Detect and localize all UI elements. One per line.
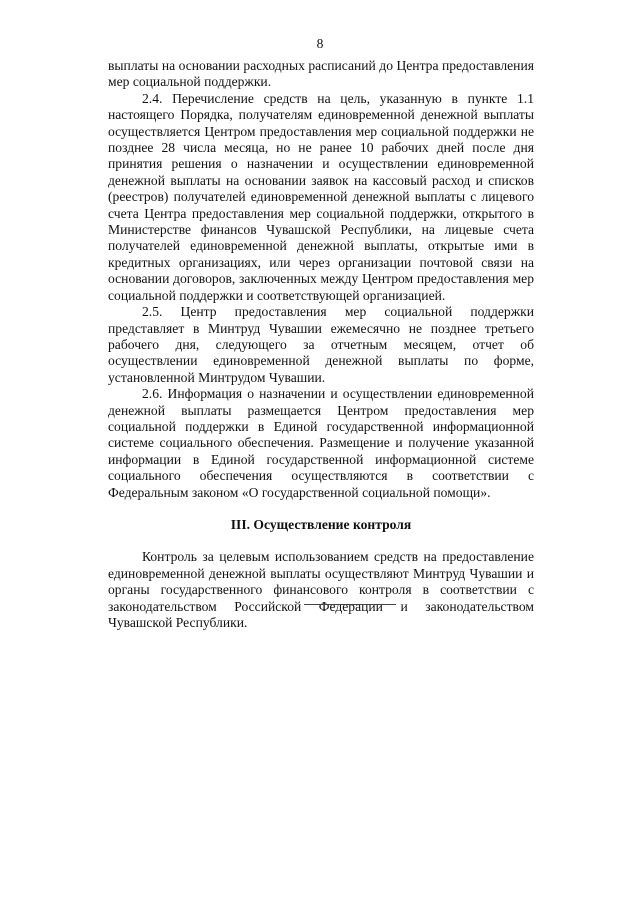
paragraph-continuation: выплаты на основании расходных расписаний до Центра предоставления мер социальной поддержки. <box>108 58 534 90</box>
paragraph-control: Контроль за целевым использованием средств на предоставление единовременной денежной выплаты осуществляют Минтруд Чувашии и органы государственного финансового контроля в соответствии с законодательством Российской Федерации и законодательством Чувашской Республики. <box>108 549 534 630</box>
document-body <box>108 58 534 631</box>
paragraph-2-5: 2.5. Центр предоставления мер социальной поддержки представляет в Минтруд Чувашии ежемесячно не позднее третьего рабочего дня, следующего за отчетным месяцем, отчет об осуществлении единовременной денежной выплаты по форме, установленной Минтрудом Чувашии. <box>108 304 534 385</box>
section-heading-control: III. Осуществление контроля <box>230 516 412 532</box>
page-number: 8 <box>316 36 324 51</box>
paragraph-2-4: 2.4. Перечисление средств на цель, указанную в пункте 1.1 настоящего Порядка, получателям единовременной денежной выплаты осуществляется Центром предоставления мер социальной поддержки не позднее 28 числа месяца, но не ранее 10 рабочих дней после дня принятия решения о назначении и осуществлении единовременной денежной выплаты на основании заявок на кассовый расход и списков (реестров) получателей единовременной денежной выплаты с лицевого счета Центра предоставления мер социальной поддержки, открытого в Министерстве финансов Чувашской Республики, на лицевые счета получателей единовременной денежной выплаты, открытые ими в кредитных организациях, или через организации почтовой связи на основании договоров, заключенных между Центром предоставления мер социальной поддержки и соответствующей организацией. <box>108 90 534 303</box>
paragraph-2-6: 2.6. Информация о назначении и осуществлении единовременной денежной выплаты размещается Центром предоставления мер социальной поддержки в Единой государственной информационной системе социального обеспечения. Размещение и получение указанной информации в Единой государственной информационной системе социального обеспечения осуществляются в соответствии с Федеральным законом «О государственной социальной помощи». <box>108 386 534 500</box>
closing-divider <box>304 604 396 605</box>
